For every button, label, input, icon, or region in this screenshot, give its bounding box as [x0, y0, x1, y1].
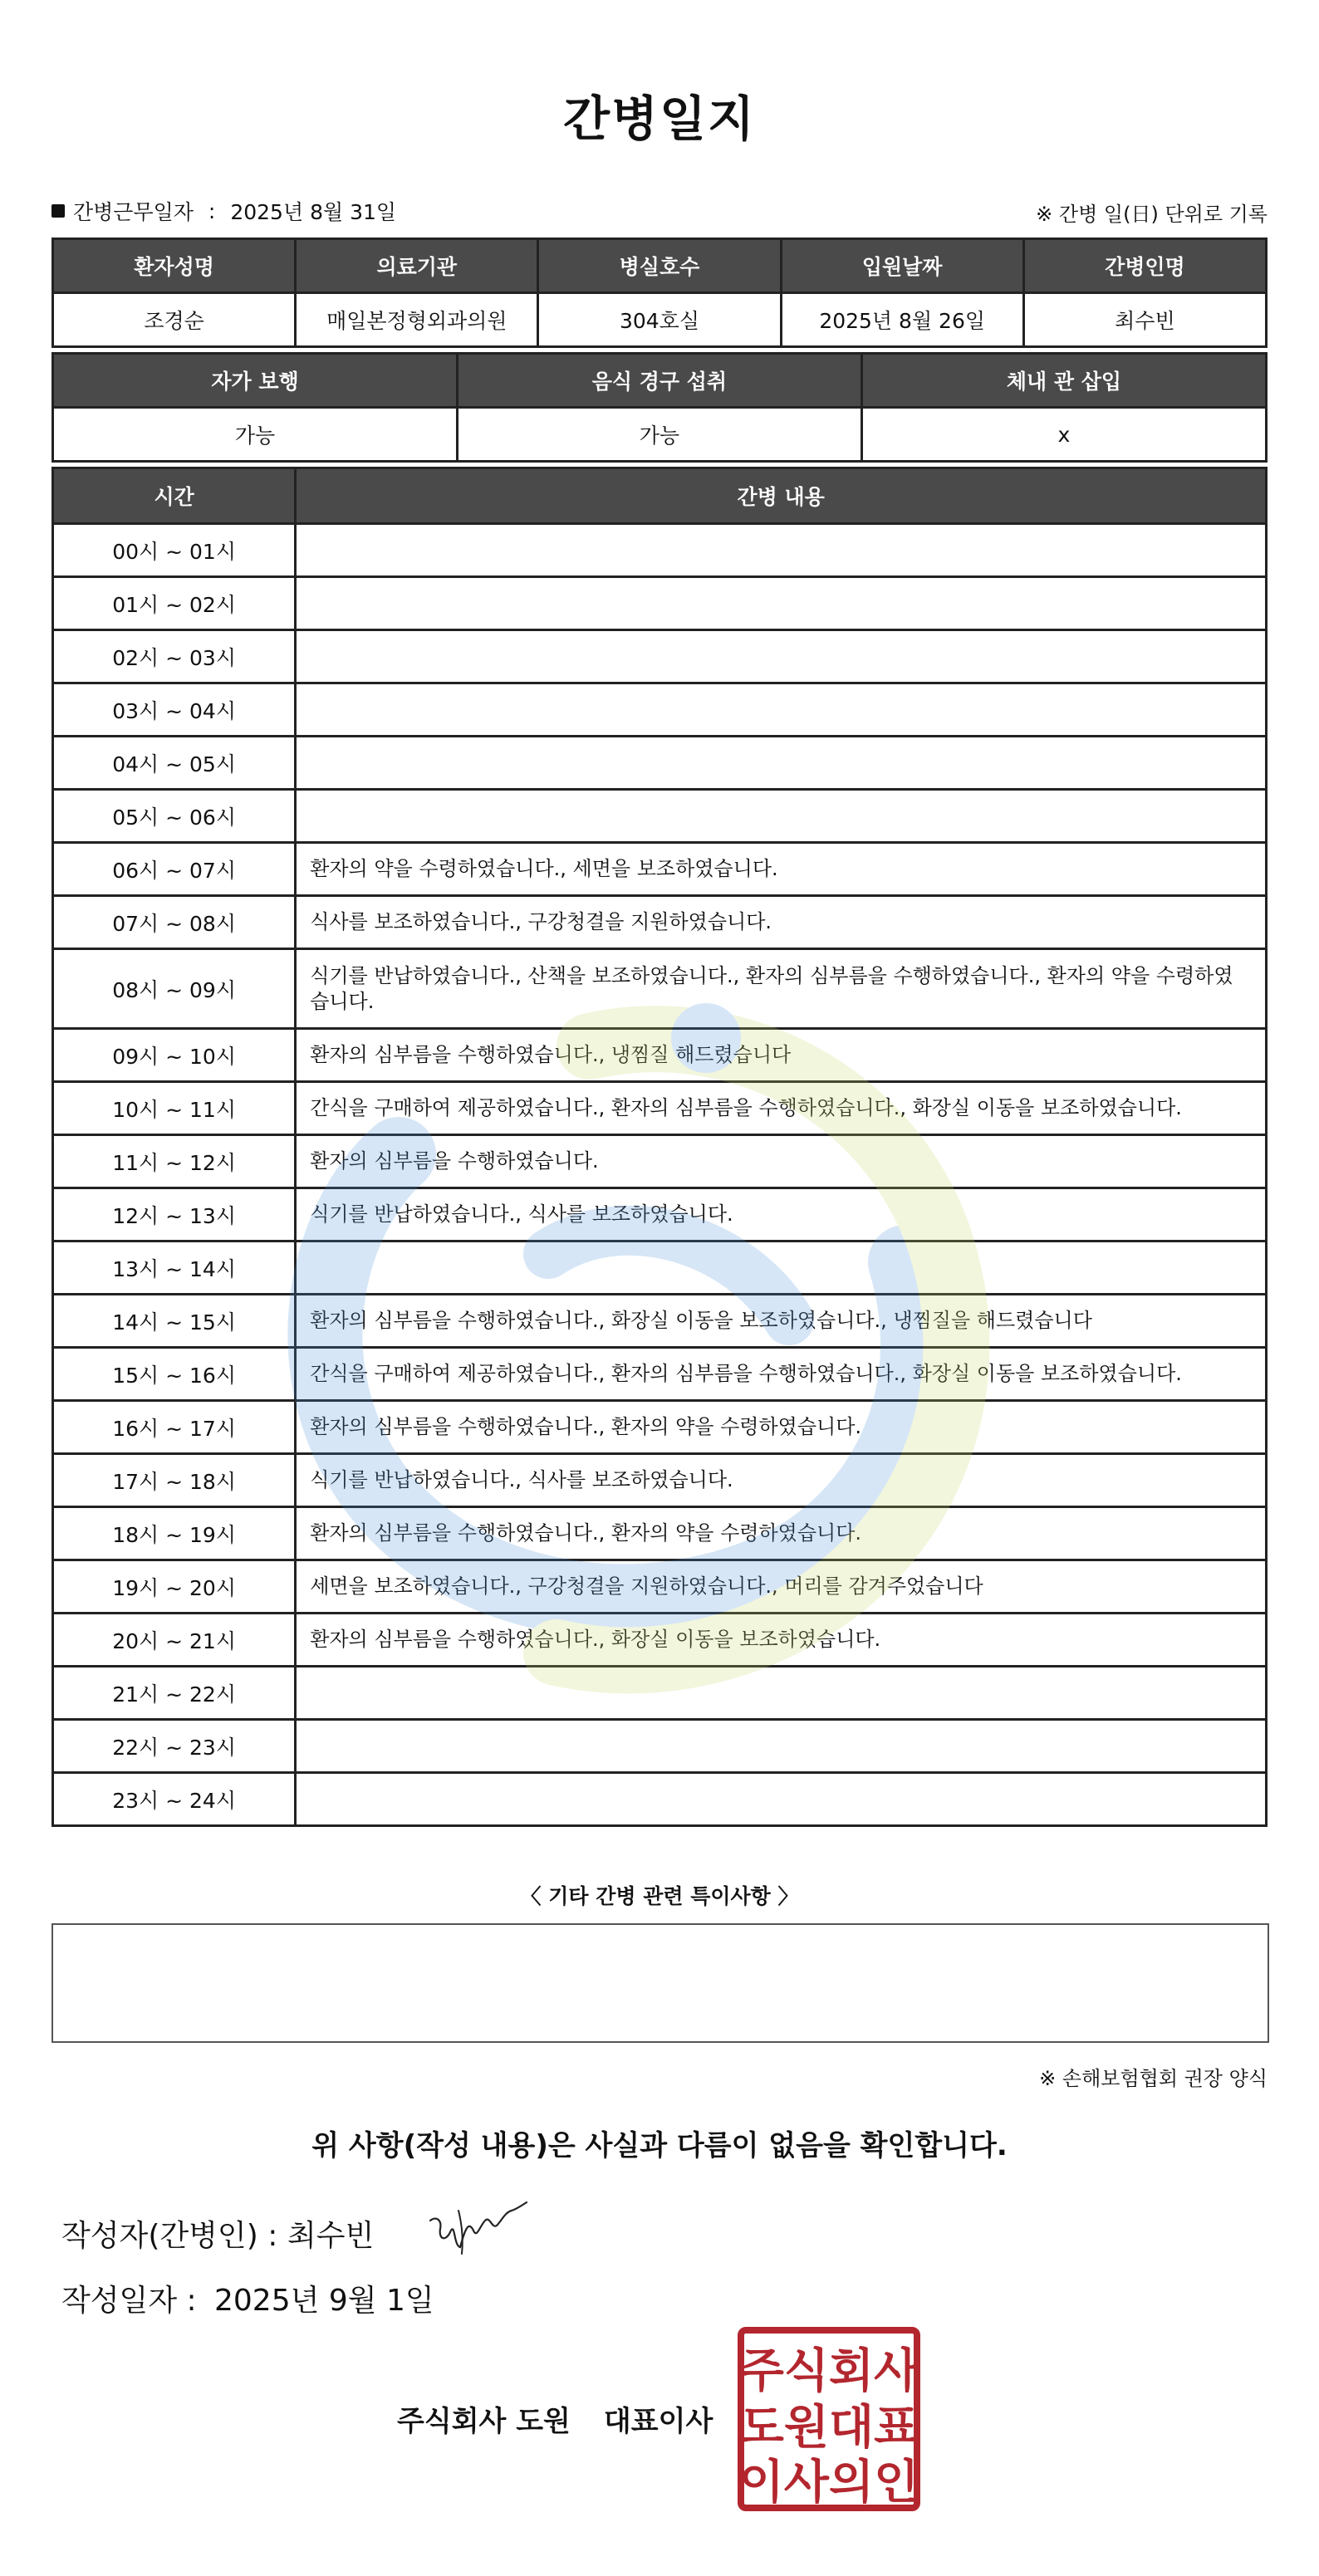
square-bullet-icon [51, 204, 65, 218]
work-date-value: 2025년 8월 31일 [230, 200, 397, 224]
care-log-row [53, 1454, 1267, 1507]
care-log-row [53, 630, 1267, 683]
company-line [397, 2398, 713, 2439]
care-log-content [296, 1773, 1267, 1826]
care-log-time: 11시 ~ 12시 [53, 1135, 296, 1188]
care-log-row [53, 949, 1267, 1029]
care-log-time: 19시 ~ 20시 [53, 1560, 296, 1614]
care-log-time: 02시 ~ 03시 [53, 630, 296, 683]
header-caregiver: 간병인명 [1023, 239, 1266, 293]
care-log-content: 환자의 심부름을 수행하였습니다., 환자의 약을 수령하였습니다. [296, 1507, 1267, 1560]
care-log-content [296, 737, 1267, 790]
care-log-row [53, 1348, 1267, 1401]
care-log-time: 07시 ~ 08시 [53, 896, 296, 949]
care-log-row [53, 1667, 1267, 1720]
care-log-content: 식사를 보조하였습니다., 구강청결을 지원하였습니다. [296, 896, 1267, 949]
care-log-time: 08시 ~ 09시 [53, 949, 296, 1029]
oral-intake-value: 가능 [457, 408, 861, 462]
care-log-row [53, 1082, 1267, 1135]
care-log-row [53, 683, 1267, 737]
page-title: 간병일지 [562, 91, 757, 147]
care-log-row [53, 1188, 1267, 1241]
work-date-separator: : [208, 198, 216, 223]
care-log-row [53, 1295, 1267, 1348]
care-log-row [53, 1241, 1267, 1295]
seal-line-2: 도원대표 [738, 2401, 919, 2455]
patient-name: 조경순 [53, 293, 296, 347]
header-oral-intake: 음식 경구 섭취 [457, 354, 861, 408]
insurance-note: ※ 손해보험협회 권장 양식 [1039, 2067, 1268, 2090]
care-log-content [296, 1241, 1267, 1295]
care-log-time: 21시 ~ 22시 [53, 1667, 296, 1720]
remarks-box [51, 1923, 1269, 2043]
care-log-time: 09시 ~ 10시 [53, 1029, 296, 1082]
header-care-content: 간병 내용 [296, 468, 1267, 524]
seal-line-1: 주식회사 [738, 2344, 919, 2398]
care-log-row [53, 1507, 1267, 1560]
remarks-title: 〈 기타 간병 관련 특이사항 〉 [520, 1884, 799, 1908]
written-date-value: 2025년 9월 1일 [214, 2284, 434, 2318]
header-walking: 자가 보행 [53, 354, 458, 408]
care-log-row [53, 843, 1267, 896]
care-log-time: 00시 ~ 01시 [53, 524, 296, 577]
writer-line [61, 2212, 374, 2255]
written-date-line [61, 2277, 434, 2319]
writer-label: 작성자(간병인) : [61, 2219, 278, 2253]
care-log-time: 06시 ~ 07시 [53, 843, 296, 896]
care-log-content [296, 630, 1267, 683]
care-log-time: 23시 ~ 24시 [53, 1773, 296, 1826]
care-log-row [53, 1720, 1267, 1773]
care-log-content: 환자의 심부름을 수행하였습니다. [296, 1135, 1267, 1188]
care-log-content [296, 790, 1267, 843]
care-log-content: 간식을 구매하여 제공하였습니다., 환자의 심부름을 수행하였습니다., 화장실 이동을 보조하였습니다. [296, 1082, 1267, 1135]
care-log-content [296, 1720, 1267, 1773]
care-log-row [53, 577, 1267, 630]
handwritten-signature [425, 2196, 533, 2257]
care-log-content: 환자의 약을 수령하였습니다., 세면을 보조하였습니다. [296, 843, 1267, 896]
care-log-time: 22시 ~ 23시 [53, 1720, 296, 1773]
care-log-row [53, 1401, 1267, 1454]
care-log-content: 식기를 반납하였습니다., 식사를 보조하였습니다. [296, 1454, 1267, 1507]
header-hospital: 의료기관 [296, 239, 538, 293]
care-log-content: 환자의 심부름을 수행하였습니다., 환자의 약을 수령하였습니다. [296, 1401, 1267, 1454]
patient-info-table [51, 238, 1268, 348]
care-log-time: 04시 ~ 05시 [53, 737, 296, 790]
hospital-name: 매일본정형외과의원 [296, 293, 538, 347]
walking-value: 가능 [53, 408, 458, 462]
patient-status-table [51, 352, 1268, 463]
care-log-row [53, 524, 1267, 577]
header-time: 시간 [53, 468, 296, 524]
header-tube: 체내 관 삽입 [861, 354, 1266, 408]
admission-date: 2025년 8월 26일 [781, 293, 1023, 347]
care-log-row [53, 1029, 1267, 1082]
care-log-content [296, 683, 1267, 737]
seal-line-3: 이사의인 [738, 2456, 919, 2510]
care-log-time: 14시 ~ 15시 [53, 1295, 296, 1348]
care-log-content: 환자의 심부름을 수행하였습니다., 화장실 이동을 보조하였습니다., 냉찜질을 해드렸습니다 [296, 1295, 1267, 1348]
care-log-content: 식기를 반납하였습니다., 산책을 보조하였습니다., 환자의 심부름을 수행하였습니다., 환자의 약을 수령하였습니다. [296, 949, 1267, 1029]
care-log-row [53, 1560, 1267, 1614]
care-log-time: 17시 ~ 18시 [53, 1454, 296, 1507]
care-log-row [53, 1773, 1267, 1826]
care-log-time: 16시 ~ 17시 [53, 1401, 296, 1454]
work-date-line [51, 196, 396, 226]
care-log-content: 식기를 반납하였습니다., 식사를 보조하였습니다. [296, 1188, 1267, 1241]
care-log-time: 20시 ~ 21시 [53, 1614, 296, 1667]
work-date-label: 간병근무일자 [73, 200, 194, 224]
header-room: 병실호수 [538, 239, 781, 293]
care-log-row [53, 1135, 1267, 1188]
care-log-row [53, 896, 1267, 949]
care-log-time: 03시 ~ 04시 [53, 683, 296, 737]
care-log-time: 10시 ~ 11시 [53, 1082, 296, 1135]
care-log-row [53, 737, 1267, 790]
confirmation-statement: 위 사항(작성 내용)은 사실과 다름이 없음을 확인합니다. [311, 2129, 1008, 2162]
care-log-content: 환자의 심부름을 수행하였습니다., 냉찜질 해드렸습니다 [296, 1029, 1267, 1082]
record-note: ※ 간병 일(日) 단위로 기록 [1036, 203, 1268, 226]
care-log-time: 01시 ~ 02시 [53, 577, 296, 630]
header-patient-name: 환자성명 [53, 239, 296, 293]
care-log-content [296, 1667, 1267, 1720]
care-log-time: 18시 ~ 19시 [53, 1507, 296, 1560]
care-log-content [296, 577, 1267, 630]
company-role: 대표이사 [603, 2405, 713, 2438]
company-name: 주식회사 도원 [397, 2405, 571, 2438]
caregiver-name: 최수빈 [1023, 293, 1266, 347]
care-log-row [53, 790, 1267, 843]
care-log-content: 환자의 심부름을 수행하였습니다., 화장실 이동을 보조하였습니다. [296, 1614, 1267, 1667]
writer-name: 최수빈 [287, 2219, 375, 2253]
written-date-label: 작성일자 : [61, 2284, 197, 2318]
care-log-time: 15시 ~ 16시 [53, 1348, 296, 1401]
care-log-content: 간식을 구매하여 제공하였습니다., 환자의 심부름을 수행하였습니다., 화장실 이동을 보조하였습니다. [296, 1348, 1267, 1401]
care-log-time: 05시 ~ 06시 [53, 790, 296, 843]
company-seal-stamp [736, 2325, 922, 2513]
care-log-time: 13시 ~ 14시 [53, 1241, 296, 1295]
room-number: 304호실 [538, 293, 781, 347]
care-log-table [51, 467, 1268, 1827]
tube-value: x [861, 408, 1266, 462]
header-admission-date: 입원날짜 [781, 239, 1023, 293]
care-log-content [296, 524, 1267, 577]
care-log-time: 12시 ~ 13시 [53, 1188, 296, 1241]
care-log-content: 세면을 보조하였습니다., 구강청결을 지원하였습니다., 머리를 감겨주었습니다 [296, 1560, 1267, 1614]
care-log-row [53, 1614, 1267, 1667]
